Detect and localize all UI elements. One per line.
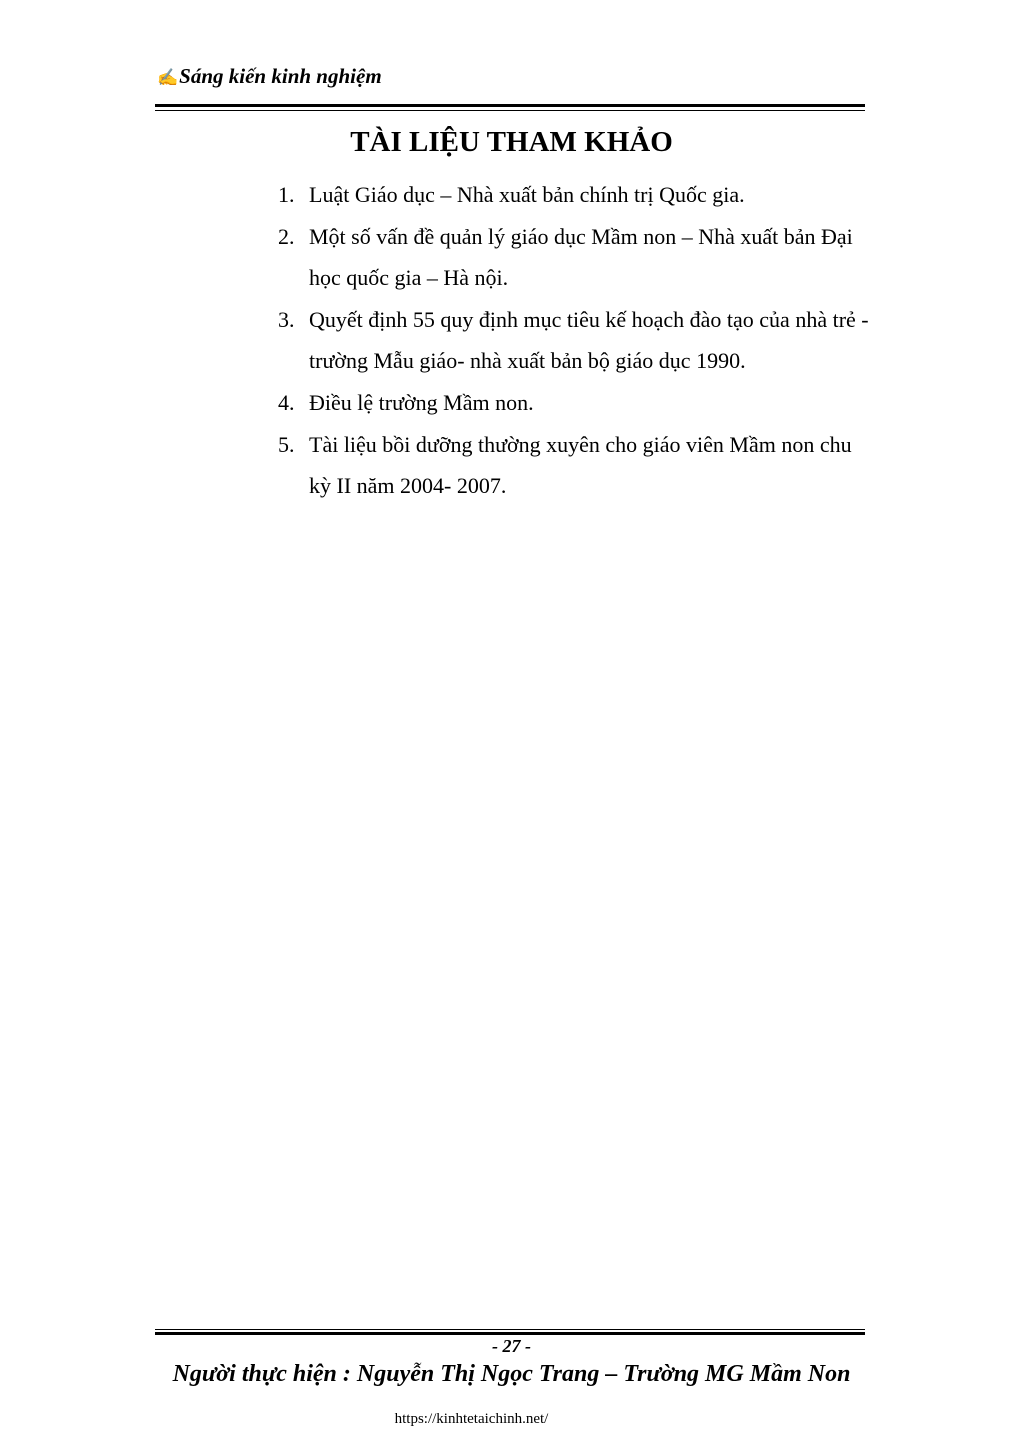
reference-number: 2. bbox=[278, 223, 295, 249]
header-rule-thin bbox=[155, 110, 865, 111]
page-number: - 27 - bbox=[492, 1336, 531, 1356]
reference-text: Một số vấn đề quản lý giáo dục Mầm non – Nhà xuất bản Đại học quốc gia – Hà nội. bbox=[309, 223, 853, 291]
running-header bbox=[157, 64, 382, 90]
reference-list bbox=[278, 174, 878, 507]
reference-number: 3. bbox=[278, 306, 295, 332]
source-url: https://kinhtetaichinh.net/ bbox=[394, 1411, 549, 1427]
reference-text: Quyết định 55 quy định mục tiêu kế hoạch đào tạo của nhà trẻ - trường Mẫu giáo- nhà xuất bản bộ giáo dục 1990. bbox=[309, 306, 869, 374]
footer-rule-thin bbox=[155, 1329, 865, 1330]
reference-item bbox=[278, 299, 878, 382]
header-rule-thick bbox=[155, 104, 865, 107]
reference-text: Luật Giáo dục – Nhà xuất bản chính trị Quốc gia. bbox=[309, 182, 745, 207]
writing-hand-icon: ✍ bbox=[157, 68, 179, 87]
page-title: TÀI LIỆU THAM KHẢO bbox=[350, 126, 673, 158]
reference-text: Điều lệ trường Mầm non. bbox=[309, 389, 534, 415]
reference-number: 5. bbox=[278, 431, 295, 457]
header-title: Sáng kiến kinh nghiệm bbox=[179, 64, 382, 88]
reference-text: Tài liệu bồi dưỡng thường xuyên cho giáo viên Mầm non chu kỳ II năm 2004- 2007. bbox=[309, 431, 852, 499]
reference-item bbox=[278, 382, 878, 424]
reference-item bbox=[278, 216, 878, 299]
reference-item bbox=[278, 174, 878, 216]
footer-author: Người thực hiện : Nguyễn Thị Ngọc Trang – Trường MG Mầm Non bbox=[172, 1361, 851, 1387]
reference-item bbox=[278, 424, 878, 507]
reference-number: 1. bbox=[278, 182, 295, 207]
reference-number: 4. bbox=[278, 389, 295, 415]
